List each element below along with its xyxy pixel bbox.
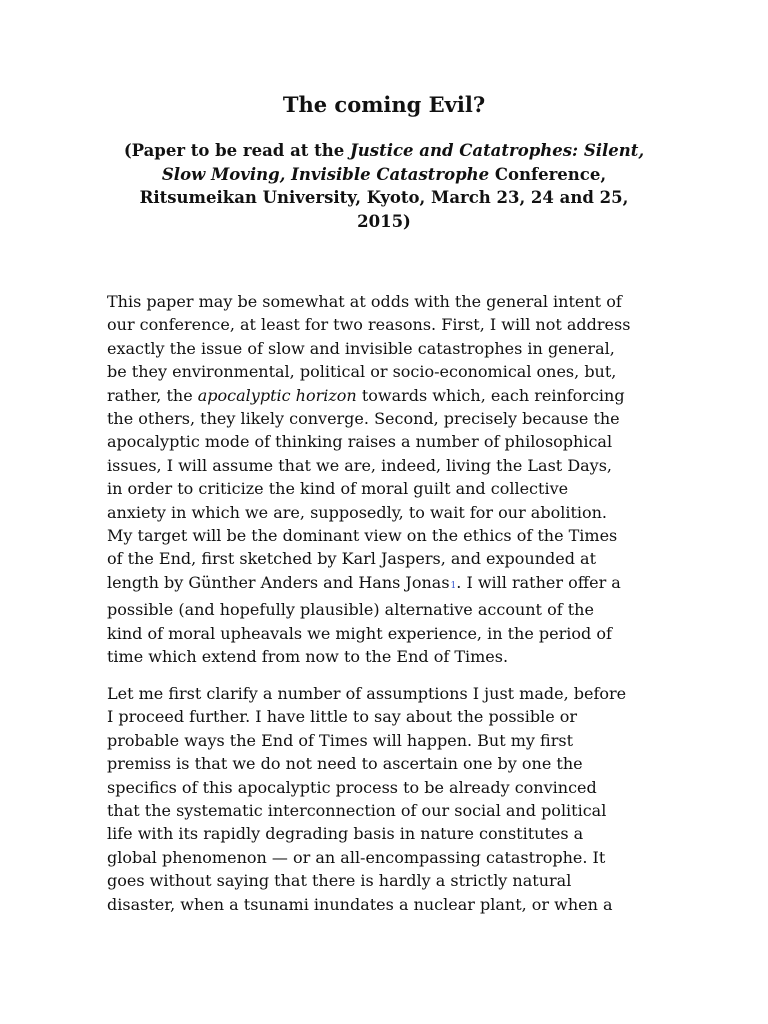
subtitle-line-2: [100, 163, 668, 187]
text-run: rather, the: [107, 385, 198, 405]
subtitle-line-4: 2015): [357, 211, 411, 231]
document-subtitle: [100, 139, 668, 233]
body-paragraph-1: [107, 290, 677, 669]
text-line: that the systematic interconnection of our social and political: [107, 801, 607, 821]
text-line: goes without saying that there is hardly a strictly natural: [107, 871, 572, 891]
text-line: Let me first clarify a number of assumptions I just made, before: [107, 684, 627, 703]
subtitle-text: Conference,: [489, 164, 607, 184]
text-line: of the End, first sketched by Karl Jaspers, and expounded at: [107, 549, 597, 569]
body-paragraph-2: [107, 682, 677, 916]
text-line: kind of moral upheavals we might experience, in the period of: [107, 623, 612, 643]
subtitle-text: (Paper to be read at the: [123, 141, 350, 160]
text-line: time which extend from now to the End of Times.: [107, 647, 509, 667]
text-line: [107, 571, 677, 598]
text-line: our conference, at least for two reasons. First, I will not address: [107, 315, 631, 335]
text-line: disaster, when a tsunami inundates a nuclear plant, or when a: [107, 894, 613, 914]
text-line: [107, 384, 677, 407]
emphasized-phrase: apocalyptic horizon: [197, 385, 357, 405]
footnote-link[interactable]: 1: [450, 580, 457, 591]
text-line: exactly the issue of slow and invisible catastrophes in general,: [107, 338, 615, 358]
text-run: towards which, each reinforcing: [356, 385, 625, 405]
text-line: anxiety in which we are, supposedly, to wait for our abolition.: [107, 502, 608, 522]
document-title: The coming Evil?: [282, 92, 486, 117]
text-line: in order to criticize the kind of moral guilt and collective: [107, 479, 569, 499]
text-line: probable ways the End of Times will happen. But my first: [107, 730, 573, 750]
text-line: specifics of this apocalyptic process to be already convinced: [107, 777, 597, 797]
subtitle-italic-title: Justice and Catatrophes: Silent,: [350, 141, 645, 160]
text-line: This paper may be somewhat at odds with the general intent of: [107, 292, 622, 311]
subtitle-line-1: [100, 139, 668, 163]
text-line: I proceed further. I have little to say about the possible or: [107, 707, 578, 727]
text-line: apocalyptic mode of thinking raises a number of philosophical: [107, 432, 613, 452]
text-line: be they environmental, political or socio-economical ones, but,: [107, 362, 617, 382]
text-line: the others, they likely converge. Second, precisely because the: [107, 409, 620, 429]
text-line: possible (and hopefully plausible) alternative account of the: [107, 600, 594, 620]
text-run: . I will rather offer a: [456, 572, 621, 592]
text-run: length by Günther Anders and Hans Jonas: [107, 572, 450, 592]
text-line: life with its rapidly degrading basis in nature constitutes a: [107, 824, 584, 844]
subtitle-italic-title: Slow Moving, Invisible Catastrophe: [161, 164, 490, 184]
text-line: global phenomenon — or an all-encompassing catastrophe. It: [107, 847, 606, 867]
text-line: premiss is that we do not need to ascertain one by one the: [107, 754, 583, 774]
text-line: issues, I will assume that we are, indeed, living the Last Days,: [107, 455, 613, 475]
text-line: My target will be the dominant view on the ethics of the Times: [107, 526, 618, 546]
subtitle-line-3: Ritsumeikan University, Kyoto, March 23, 24 and 25,: [139, 188, 629, 207]
